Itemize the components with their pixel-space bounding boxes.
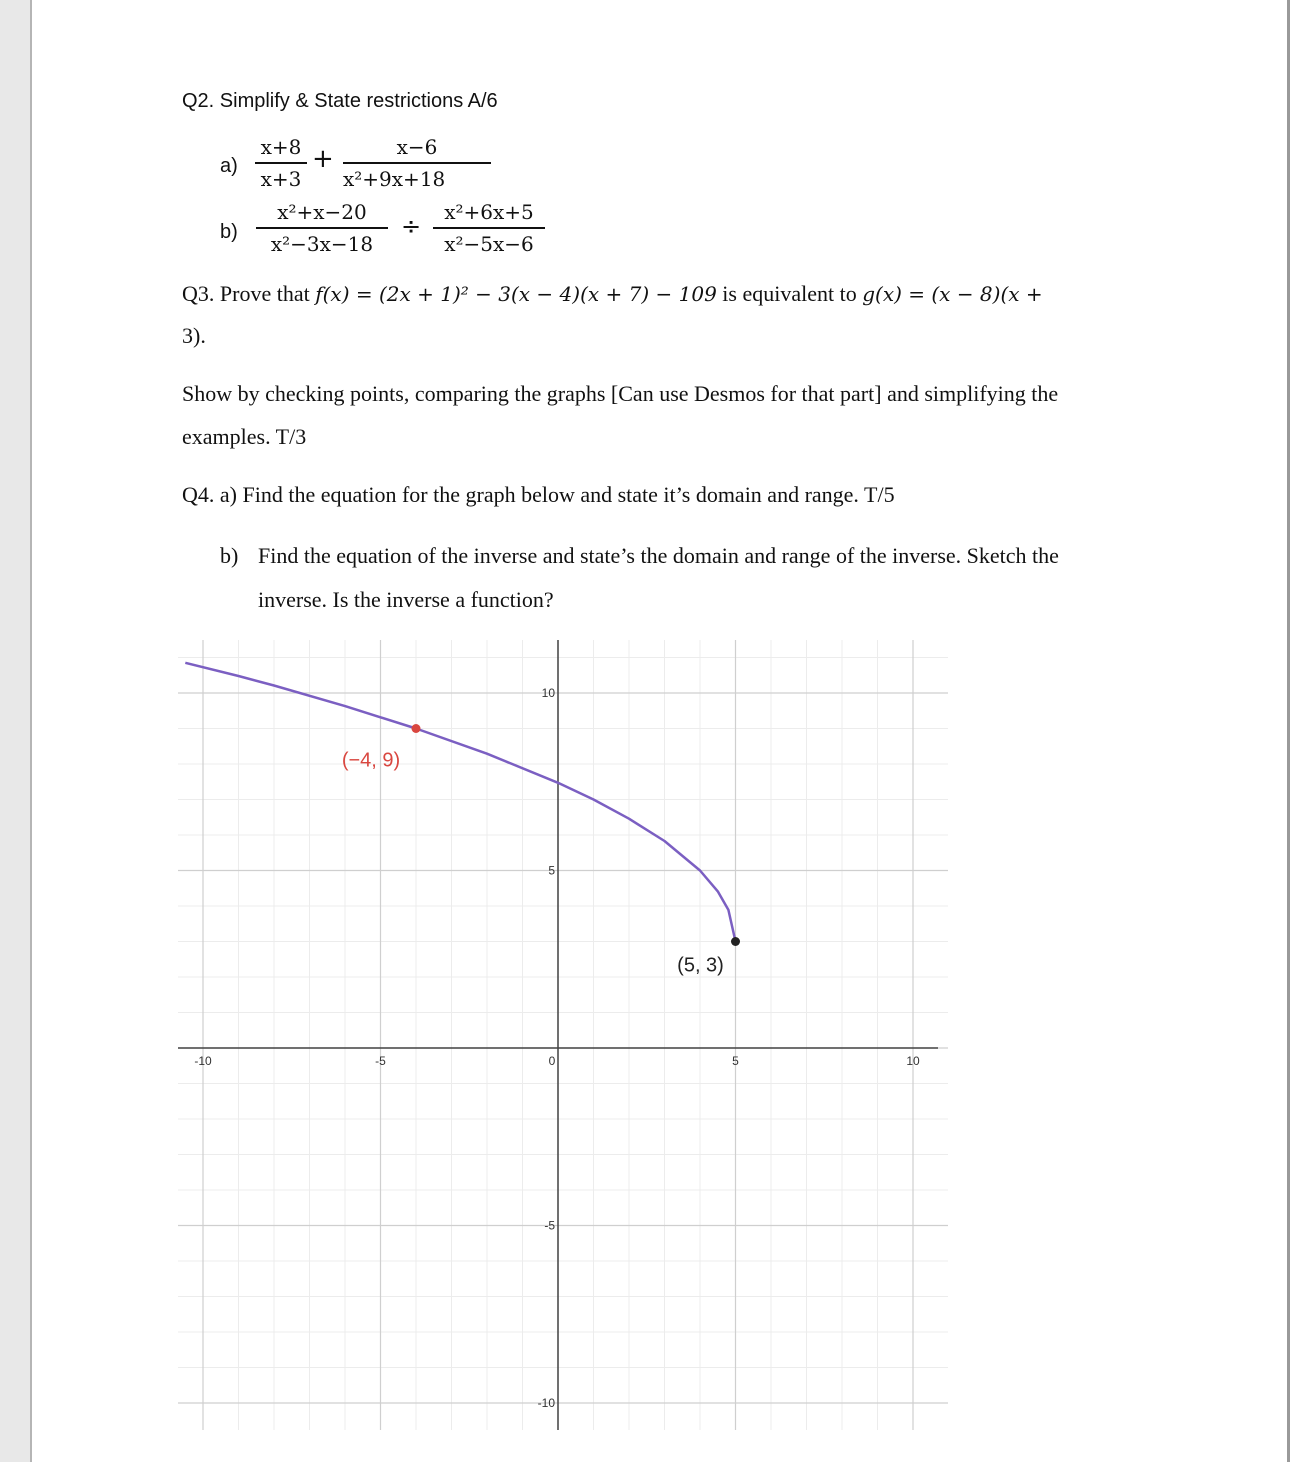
fraction-bar (433, 227, 545, 229)
q4b-question-line2: inverse. Is the inverse a function? (258, 587, 554, 612)
curve-layer (185, 663, 735, 942)
q2a-frac2-denominator: x²+9x+18 (343, 166, 446, 191)
q4a-question: Q4. a) Find the equation for the graph below and state it’s domain and range. T/5 (182, 482, 895, 507)
q3-g-expression: g(x) = (x − 8)(x + (862, 282, 1043, 306)
x-tick-label: -10 (194, 1054, 212, 1068)
q2b-frac2-denominator: x²−5x−6 (444, 231, 534, 256)
q3-statement-line2: 3). (182, 323, 206, 348)
q2b-divide-operator: ÷ (401, 212, 422, 240)
axes (178, 640, 938, 1430)
q2a-frac2-numerator: x−6 (396, 135, 438, 159)
q3-instructions-line1: Show by checking points, comparing the graphs [Can use Desmos for that part] and simplifying the (182, 381, 1059, 406)
point-marker (412, 724, 421, 733)
q4b-label: b) (220, 543, 239, 568)
q2a-fraction-2 (343, 135, 491, 191)
fraction-bar (255, 162, 307, 164)
grid-major-lines (178, 640, 948, 1430)
q2a-frac1-numerator: x+8 (260, 135, 302, 159)
q3-f-expression: f(x) = (2x + 1)² − 3(x − 4)(x + 7) − 109 (315, 282, 717, 306)
x-tick-label: -5 (375, 1054, 386, 1068)
q2b-frac2-numerator: x²+6x+5 (444, 200, 534, 224)
q2-title: Q2. Simplify & State restrictions A/6 (182, 90, 498, 112)
x-tick-label: 10 (906, 1054, 920, 1068)
q2b-frac1-numerator: x²+x−20 (277, 200, 367, 224)
q2a-fraction-1 (255, 135, 307, 191)
y-tick-label: 10 (541, 686, 555, 700)
x-tick-label: 0 (548, 1054, 556, 1068)
fraction-bar (256, 227, 388, 229)
q3-statement-line1 (182, 281, 1043, 307)
point-label: (−4, 9) (341, 749, 401, 772)
q3-mid-text: is equivalent to (716, 281, 863, 306)
y-tick-label: -5 (544, 1218, 555, 1233)
q4b-question-line1: Find the equation of the inverse and state’s the domain and range of the inverse. Sketch the (258, 543, 1059, 568)
x-tick-label: 5 (732, 1054, 739, 1068)
q3-instructions-line2: examples. T/3 (182, 424, 307, 449)
function-graph (178, 640, 948, 1430)
point-marker (731, 937, 740, 946)
q3-prefix: Q3. Prove that (182, 281, 316, 306)
point-layer (342, 724, 740, 977)
series-curve (185, 663, 735, 942)
page-left-margin (0, 0, 32, 1462)
q2b-label: b) (220, 221, 238, 243)
q2b-fraction-2 (433, 200, 545, 256)
y-tick-label: 5 (548, 863, 555, 878)
q2a-plus-operator: + (312, 144, 334, 174)
point-label: (5, 3) (677, 954, 724, 977)
q2b-frac1-denominator: x²−3x−18 (270, 231, 374, 256)
fraction-bar (343, 162, 491, 164)
q2b-fraction-1 (256, 200, 388, 256)
q2a-frac1-denominator: x+3 (260, 166, 302, 191)
grid-minor-lines (178, 640, 948, 1430)
y-tick-label: -10 (537, 1396, 555, 1410)
q2a-label: a) (220, 155, 238, 177)
